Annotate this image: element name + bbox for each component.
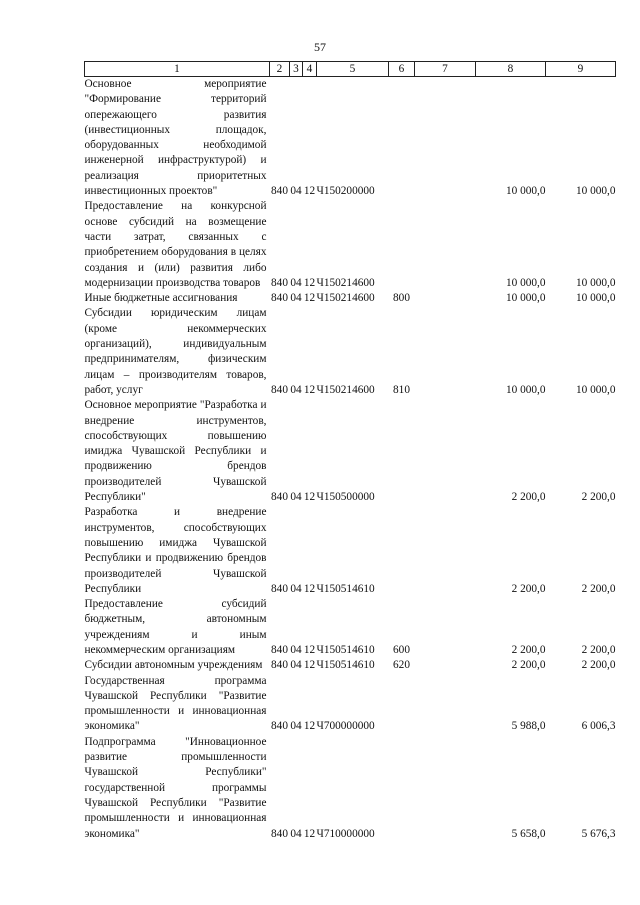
row-description: Иные бюджетные ассигнования <box>84 292 238 305</box>
amount-year-2-cell: 2 200,0 <box>581 582 616 595</box>
row-description: Разработка и внедрение инструментов, способствующих повышению имиджа Чувашской Республики и продвижению брендов производителей Чувашской Республики <box>84 506 267 595</box>
table-row <box>85 398 616 505</box>
column-header: 4 <box>303 62 317 77</box>
target-article-cell: Ч150214600 <box>316 383 375 396</box>
expense-type-cell <box>389 735 415 842</box>
target-article-cell: Ч150500000 <box>316 491 375 504</box>
amount-year-2-cell: 5 676,3 <box>581 827 616 840</box>
ministry-code-cell: 840 <box>271 292 288 305</box>
row-description: Предоставление субсидий бюджетным, автономным учреждениям и иным некоммерческим организациям <box>84 598 267 656</box>
subsection-code-cell: 12 <box>303 383 316 396</box>
column-header: 7 <box>415 62 476 77</box>
ministry-code-cell: 840 <box>271 582 288 595</box>
section-code-cell: 04 <box>290 827 302 840</box>
table-row <box>85 735 616 842</box>
target-article-cell: Ч150514610 <box>316 643 375 656</box>
ministry-code-cell: 840 <box>271 827 288 840</box>
column-header: 2 <box>270 62 290 77</box>
target-article-cell: Ч150514610 <box>316 659 375 672</box>
ministry-code-cell: 840 <box>271 276 288 289</box>
table-body <box>85 77 616 842</box>
table-row <box>85 658 616 673</box>
amount-year-2-cell: 2 200,0 <box>581 491 616 504</box>
row-description: Основное мероприятие "Формирование территорий опережающего развития (инвестиционных площадок, оборудованных необходимой инженерной инфраструктурой) и реализация приоритетных инвестиционных проектов" <box>84 78 267 198</box>
subsection-code-cell: 12 <box>303 659 316 672</box>
subsection-code-cell: 12 <box>303 643 316 656</box>
column-7-cell <box>415 306 476 398</box>
section-code-cell: 04 <box>290 491 302 504</box>
section-code-cell: 04 <box>290 383 302 396</box>
subsection-code-cell: 12 <box>303 276 316 289</box>
target-article-cell: Ч710000000 <box>316 827 375 840</box>
column-header: 6 <box>389 62 415 77</box>
amount-year-1-cell: 5 988,0 <box>511 720 546 733</box>
column-7-cell <box>415 291 476 306</box>
target-article-cell: Ч700000000 <box>316 720 375 733</box>
table-row <box>85 597 616 658</box>
row-description: Предоставление на конкурсной основе субсидий на возмещение части затрат, связанных с приобретением оборудования в целях создания и (или) развития либо модернизации производства товаров <box>84 200 267 289</box>
column-7-cell <box>415 398 476 505</box>
amount-year-2-cell: 10 000,0 <box>575 276 616 289</box>
row-description: Подпрограмма "Инновационное развитие промышленности Чувашской Республики" государственной программы Чувашской Республики "Развитие промышленности и инновационная экономика" <box>84 735 267 840</box>
column-7-cell <box>415 597 476 658</box>
section-code-cell: 04 <box>290 582 302 595</box>
column-header: 3 <box>290 62 303 77</box>
amount-year-1-cell: 10 000,0 <box>505 185 546 198</box>
ministry-code-cell: 840 <box>271 643 288 656</box>
expense-type-cell <box>389 505 415 597</box>
expense-type-cell <box>389 199 415 291</box>
subsection-code-cell: 12 <box>303 491 316 504</box>
amount-year-2-cell: 6 006,3 <box>581 720 616 733</box>
column-7-cell <box>415 505 476 597</box>
column-7-cell <box>415 77 476 200</box>
subsection-code-cell: 12 <box>303 827 316 840</box>
amount-year-1-cell: 2 200,0 <box>511 659 546 672</box>
expense-type-cell: 620 <box>393 659 410 672</box>
ministry-code-cell: 840 <box>271 383 288 396</box>
expense-type-cell: 810 <box>393 383 410 396</box>
table-row <box>85 77 616 200</box>
target-article-cell: Ч150514610 <box>316 582 375 595</box>
expense-type-cell: 600 <box>393 643 410 656</box>
amount-year-1-cell: 10 000,0 <box>505 276 546 289</box>
budget-table <box>84 61 616 842</box>
amount-year-1-cell: 10 000,0 <box>505 383 546 396</box>
amount-year-1-cell: 2 200,0 <box>511 643 546 656</box>
page-number: 57 <box>314 40 326 54</box>
amount-year-1-cell: 2 200,0 <box>511 582 546 595</box>
ministry-code-cell: 840 <box>271 720 288 733</box>
section-code-cell: 04 <box>290 185 302 198</box>
row-description: Субсидии юридическим лицам (кроме некоммерческих организаций), индивидуальным предпринимателям, физическим лицам – производителям товаров, работ, услуг <box>84 307 267 396</box>
table-header-row <box>85 62 616 77</box>
amount-year-2-cell: 2 200,0 <box>581 659 616 672</box>
amount-year-2-cell: 10 000,0 <box>575 383 616 396</box>
section-code-cell: 04 <box>290 643 302 656</box>
table-row <box>85 306 616 398</box>
expense-type-cell <box>389 674 415 735</box>
subsection-code-cell: 12 <box>303 582 316 595</box>
column-header: 9 <box>546 62 616 77</box>
column-header: 1 <box>85 62 270 77</box>
expense-type-cell: 800 <box>393 292 410 305</box>
amount-year-2-cell: 2 200,0 <box>581 643 616 656</box>
table-row <box>85 199 616 291</box>
column-header: 8 <box>476 62 546 77</box>
ministry-code-cell: 840 <box>271 659 288 672</box>
section-code-cell: 04 <box>290 659 302 672</box>
column-7-cell <box>415 658 476 673</box>
table-row <box>85 505 616 597</box>
row-description: Основное мероприятие "Разработка и внедрение инструментов, способствующих повышению имиджа Чувашской Республики и продвижению брендов производителей Чувашской Республики" <box>84 399 267 504</box>
target-article-cell: Ч150214600 <box>316 276 375 289</box>
section-code-cell: 04 <box>290 292 302 305</box>
amount-year-2-cell: 10 000,0 <box>575 185 616 198</box>
section-code-cell: 04 <box>290 276 302 289</box>
column-header: 5 <box>317 62 389 77</box>
subsection-code-cell: 12 <box>303 292 316 305</box>
column-7-cell <box>415 674 476 735</box>
expense-type-cell <box>389 77 415 200</box>
amount-year-1-cell: 5 658,0 <box>511 827 546 840</box>
subsection-code-cell: 12 <box>303 185 316 198</box>
ministry-code-cell: 840 <box>271 491 288 504</box>
column-7-cell <box>415 199 476 291</box>
ministry-code-cell: 840 <box>271 185 288 198</box>
row-description: Субсидии автономным учреждениям <box>84 659 263 672</box>
expense-type-cell <box>389 398 415 505</box>
target-article-cell: Ч150214600 <box>316 292 375 305</box>
row-description: Государственная программа Чувашской Республики "Развитие промышленности и инновационная экономика" <box>84 674 267 733</box>
target-article-cell: Ч150200000 <box>316 185 375 198</box>
amount-year-2-cell: 10 000,0 <box>575 292 616 305</box>
amount-year-1-cell: 2 200,0 <box>511 491 546 504</box>
table-row <box>85 291 616 306</box>
column-7-cell <box>415 735 476 842</box>
subsection-code-cell: 12 <box>303 720 316 733</box>
amount-year-1-cell: 10 000,0 <box>505 292 546 305</box>
section-code-cell: 04 <box>290 720 302 733</box>
table-row <box>85 674 616 735</box>
